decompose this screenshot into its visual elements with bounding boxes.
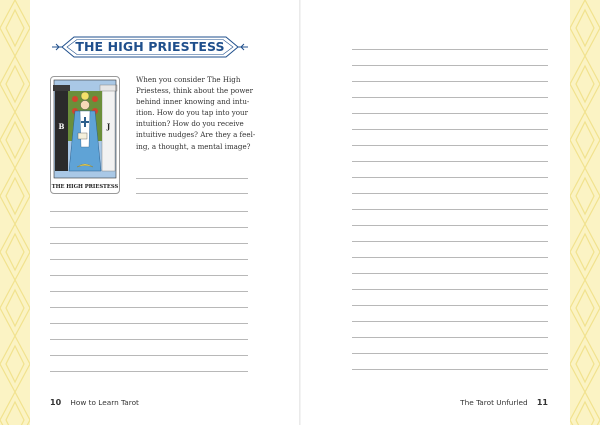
left-decorative-border: [0, 0, 30, 425]
left-folio: [50, 398, 139, 407]
prompt-line: behind inner knowing and intu-: [136, 97, 250, 107]
writing-line: [352, 49, 548, 50]
writing-line: [50, 291, 248, 292]
title-banner: [52, 34, 248, 60]
writing-line: [136, 193, 248, 194]
card-caption: THE HIGH PRIESTESS: [51, 184, 119, 190]
writing-line: [352, 289, 548, 290]
writing-line: [352, 337, 548, 338]
writing-line: [352, 257, 548, 258]
prompt-line: intuitive nudges? Are they a feel-: [136, 130, 256, 140]
left-page: [30, 0, 300, 425]
writing-line: [50, 355, 248, 356]
running-footer: How to Learn Tarot: [70, 398, 139, 407]
writing-line: [352, 97, 548, 98]
writing-line: [50, 243, 248, 244]
right-decorative-border: [570, 0, 600, 425]
writing-line: [352, 113, 548, 114]
writing-line: [50, 275, 248, 276]
right-folio: [460, 398, 548, 407]
prompt-line: Priestess, think about the power: [136, 86, 253, 96]
writing-line: [136, 178, 248, 179]
high-priestess-card: [50, 76, 120, 194]
writing-line: [352, 241, 548, 242]
writing-line: [352, 225, 548, 226]
running-footer: The Tarot Unfurled: [460, 398, 528, 407]
prompt-line: intuition? How do you receive: [136, 119, 244, 129]
writing-line: [352, 209, 548, 210]
diamond-pattern-icon: [570, 0, 600, 425]
writing-line: [50, 323, 248, 324]
writing-line: [50, 371, 248, 372]
high-priestess-illustration-icon: [51, 77, 119, 181]
writing-line: [352, 353, 548, 354]
writing-line: [50, 211, 248, 212]
pillar-left-letter: B: [58, 122, 65, 131]
page-number: 11: [536, 398, 548, 407]
writing-line: [352, 321, 548, 322]
prompt-line: ition. How do you tap into your: [136, 108, 249, 118]
prompt-line: ing, a thought, a mental image?: [136, 141, 251, 151]
writing-line: [352, 305, 548, 306]
writing-line: [50, 339, 248, 340]
writing-line: [352, 145, 548, 146]
writing-line: [352, 65, 548, 66]
pillar-right-letter: J: [106, 122, 111, 131]
writing-line: [352, 193, 548, 194]
writing-line: [352, 273, 548, 274]
writing-line: [352, 81, 548, 82]
diamond-pattern-icon: [0, 0, 30, 425]
writing-line: [352, 369, 548, 370]
journal-prompt: [136, 74, 256, 152]
page-number: 10: [50, 398, 62, 407]
writing-line: [50, 227, 248, 228]
writing-line: [352, 177, 548, 178]
writing-line: [352, 129, 548, 130]
page-title: THE HIGH PRIESTESS: [75, 39, 225, 54]
right-page: [300, 0, 570, 425]
writing-line: [352, 161, 548, 162]
writing-line: [50, 259, 248, 260]
prompt-line: When you consider The High: [136, 75, 241, 84]
writing-line: [50, 307, 248, 308]
